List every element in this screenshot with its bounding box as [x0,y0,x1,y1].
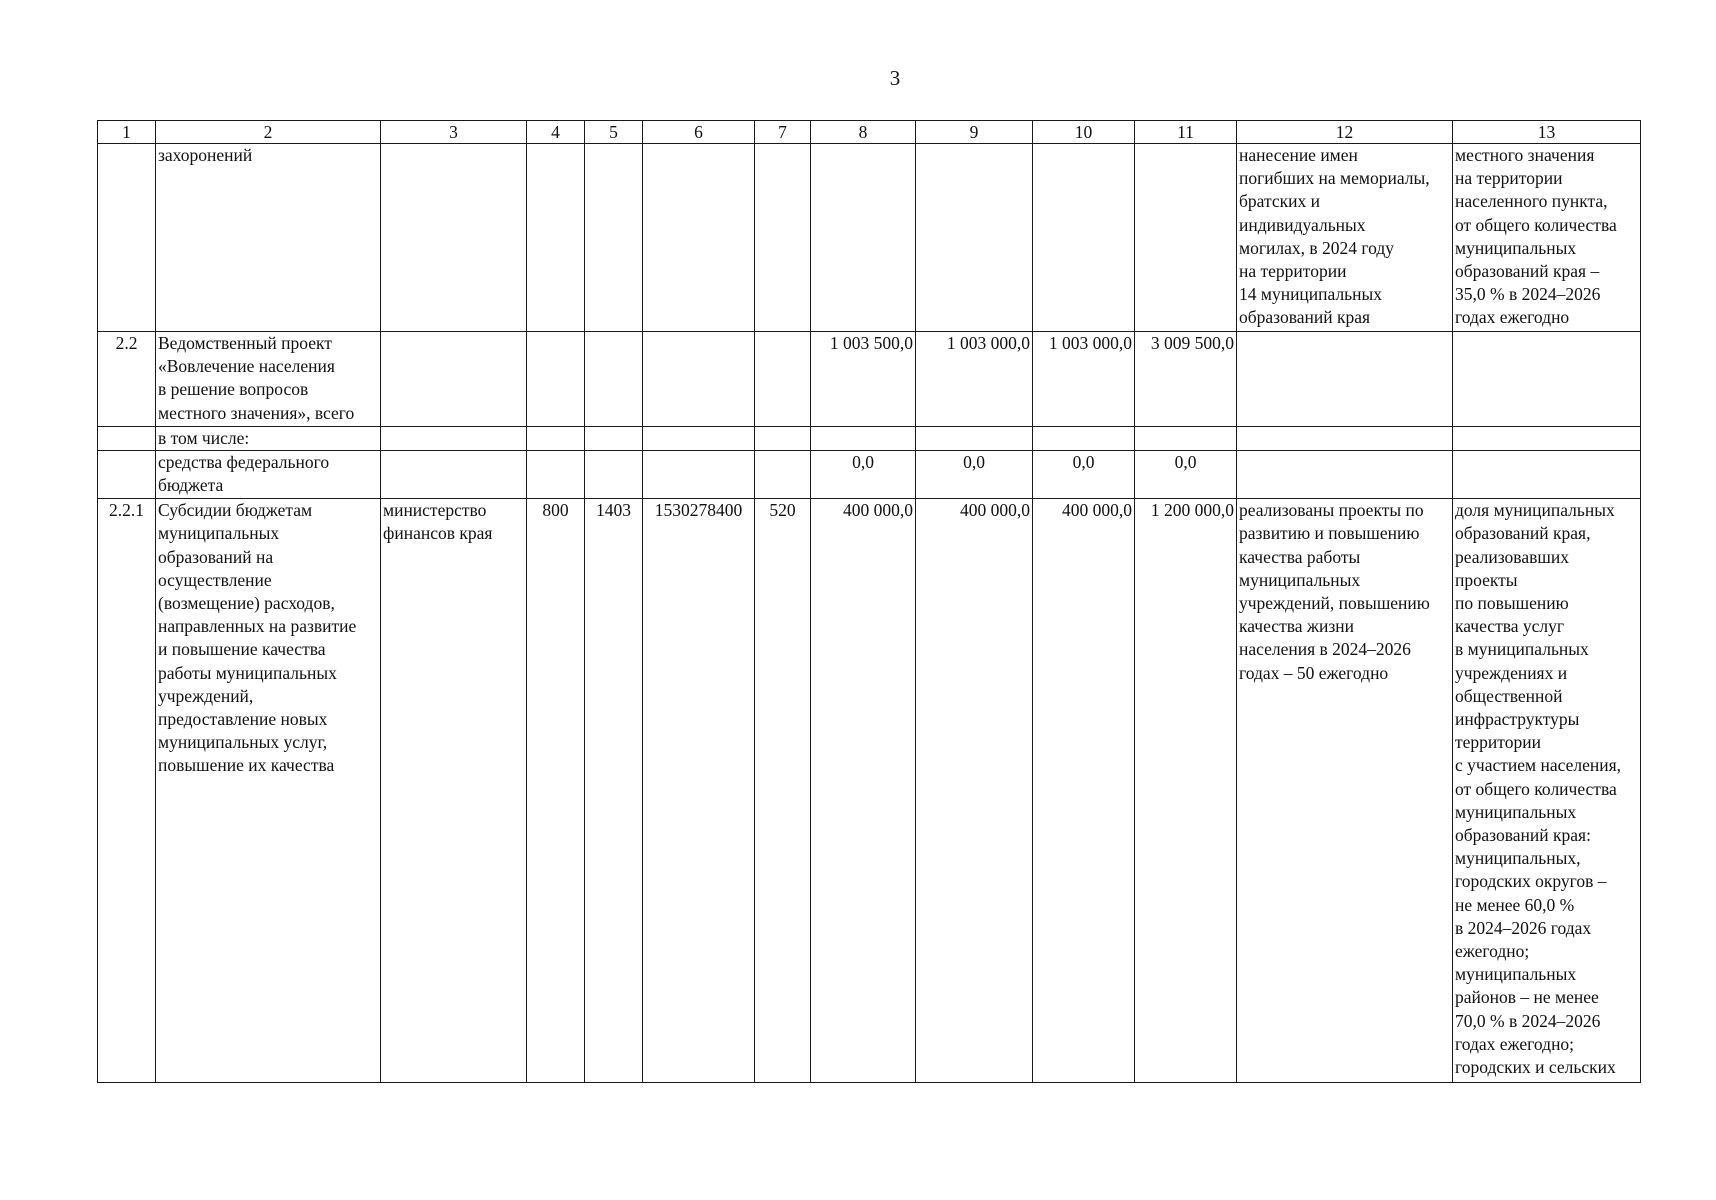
amount-cell: 400 000,0 [811,499,916,1083]
row-number-cell [98,427,156,451]
column-header-1: 1 [98,121,156,144]
column-header-13: 13 [1453,121,1641,144]
code-cell: 1530278400 [643,499,755,1083]
code-cell [527,332,585,427]
code-cell [585,144,643,332]
code-cell [755,332,811,427]
name-cell: Ведомственный проект «Вовлечение населения в решение вопросов местного значения», всего [156,332,381,427]
amount-cell: 0,0 [916,451,1033,499]
column-header-5: 5 [585,121,643,144]
code-cell [643,144,755,332]
result-cell [1237,451,1453,499]
executor-cell: министерство финансов края [381,499,527,1083]
amount-cell [811,144,916,332]
name-cell: Субсидии бюджетам муниципальных образований на осуществление (возмещение) расходов, направленных на развитие и повышение качества работы муниципальных учреждений, предоставление новых муниципальных услуг, повышение их качества [156,499,381,1083]
table-row [98,144,1641,332]
column-header-8: 8 [811,121,916,144]
amount-cell: 400 000,0 [916,499,1033,1083]
amount-cell [916,144,1033,332]
amount-cell: 0,0 [1033,451,1135,499]
indicator-cell [1453,427,1641,451]
code-cell [643,332,755,427]
code-cell [585,332,643,427]
amount-cell: 1 003 000,0 [916,332,1033,427]
code-cell [755,144,811,332]
result-cell [1237,332,1453,427]
executor-cell [381,451,527,499]
page-number: 3 [889,66,901,90]
code-cell: 520 [755,499,811,1083]
amount-cell [916,427,1033,451]
row-number-cell [98,451,156,499]
table-row [98,451,1641,499]
code-cell: 1403 [585,499,643,1083]
name-cell: захоронений [156,144,381,332]
indicator-cell: доля муниципальных образований края, реализовавших проекты по повышению качества услуг в муниципальных учреждениях и общественной инфраструктуры территории с участием населения, от общего количества муниципальных образований края: муниципальных, городских округов – не менее 60,0 % в 2024–2026 годах ежегодно; муниципальных районов – не менее 70,0 % в 2024–2026 годах ежегодно; городских и сельских [1453,499,1641,1083]
executor-cell [381,427,527,451]
column-header-2: 2 [156,121,381,144]
executor-cell [381,144,527,332]
column-header-11: 11 [1135,121,1237,144]
row-number-cell: 2.2 [98,332,156,427]
code-cell [755,427,811,451]
column-header-9: 9 [916,121,1033,144]
code-cell [585,427,643,451]
row-number-cell: 2.2.1 [98,499,156,1083]
amount-cell: 1 003 000,0 [1033,332,1135,427]
code-cell [643,427,755,451]
name-cell: средства федерального бюджета [156,451,381,499]
table-row [98,427,1641,451]
code-cell [585,451,643,499]
amount-cell: 3 009 500,0 [1135,332,1237,427]
amount-cell: 400 000,0 [1033,499,1135,1083]
program-table [97,120,1641,1083]
table-row [98,499,1641,1083]
indicator-cell [1453,332,1641,427]
column-header-7: 7 [755,121,811,144]
result-cell: реализованы проекты по развитию и повышению качества работы муниципальных учреждений, повышению качества жизни населения в 2024–2026 годах – 50 ежегодно [1237,499,1453,1083]
row-number-cell [98,144,156,332]
column-header-3: 3 [381,121,527,144]
indicator-cell: местного значения на территории населенного пункта, от общего количества муниципальных образований края – 35,0 % в 2024–2026 годах ежегодно [1453,144,1641,332]
amount-cell: 0,0 [1135,451,1237,499]
executor-cell [381,332,527,427]
amount-cell [1033,427,1135,451]
column-header-4: 4 [527,121,585,144]
result-cell [1237,427,1453,451]
code-cell [527,144,585,332]
amount-cell: 0,0 [811,451,916,499]
column-header-6: 6 [643,121,755,144]
code-cell [527,451,585,499]
result-cell: нанесение имен погибших на мемориалы, братских и индивидуальных могилах, в 2024 году на территории 14 муниципальных образований края [1237,144,1453,332]
amount-cell [811,427,916,451]
amount-cell: 1 200 000,0 [1135,499,1237,1083]
amount-cell: 1 003 500,0 [811,332,916,427]
amount-cell [1135,144,1237,332]
column-header-10: 10 [1033,121,1135,144]
code-cell [755,451,811,499]
code-cell [527,427,585,451]
indicator-cell [1453,451,1641,499]
column-header-12: 12 [1237,121,1453,144]
name-cell: в том числе: [156,427,381,451]
column-number-header-row [98,121,1641,144]
amount-cell [1033,144,1135,332]
table-row [98,332,1641,427]
code-cell [643,451,755,499]
amount-cell [1135,427,1237,451]
code-cell: 800 [527,499,585,1083]
